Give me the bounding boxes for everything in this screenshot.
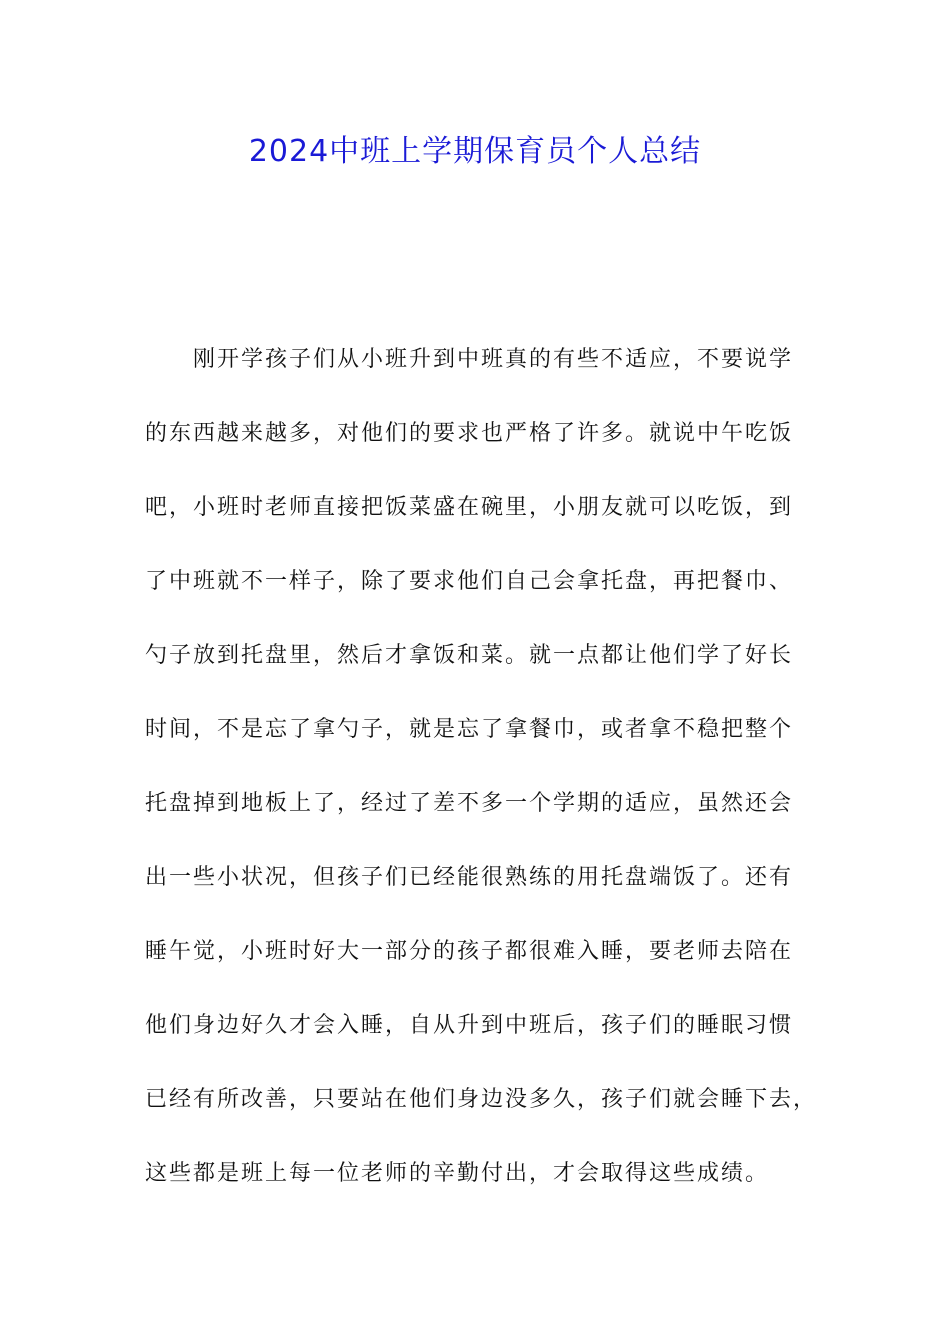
document-title: 2024中班上学期保育员个人总结 — [248, 134, 702, 169]
paragraph-line: 他们身边好久才会入睡，自从升到中班后，孩子们的睡眠习惯 — [145, 1013, 794, 1038]
paragraph-line: 这些都是班上每一位老师的辛勤付出，才会取得这些成绩。 — [145, 1161, 770, 1186]
paragraph-line: 的东西越来越多，对他们的要求也严格了许多。就说中午吃饭 — [145, 421, 794, 446]
paragraph-line: 勺子放到托盘里，然后才拿饭和菜。就一点都让他们学了好长 — [145, 643, 794, 668]
paragraph-line: 出一些小状况，但孩子们已经能很熟练的用托盘端饭了。还有 — [145, 865, 794, 890]
paragraph-line: 托盘掉到地板上了，经过了差不多一个学期的适应，虽然还会 — [145, 791, 794, 816]
paragraph-line: 已经有所改善，只要站在他们身边没多久，孩子们就会睡下去， — [145, 1087, 818, 1112]
paragraph-line: 吧，小班时老师直接把饭菜盛在碗里，小朋友就可以吃饭，到 — [145, 495, 794, 520]
paragraph-line: 睡午觉，小班时好大一部分的孩子都很难入睡，要老师去陪在 — [145, 939, 794, 964]
paragraph-line: 刚开学孩子们从小班升到中班真的有些不适应，不要说学 — [193, 347, 794, 372]
paragraph-line: 时间，不是忘了拿勺子，就是忘了拿餐巾，或者拿不稳把整个 — [145, 717, 794, 742]
paragraph-line: 了中班就不一样子，除了要求他们自己会拿托盘，再把餐巾、 — [145, 569, 794, 594]
